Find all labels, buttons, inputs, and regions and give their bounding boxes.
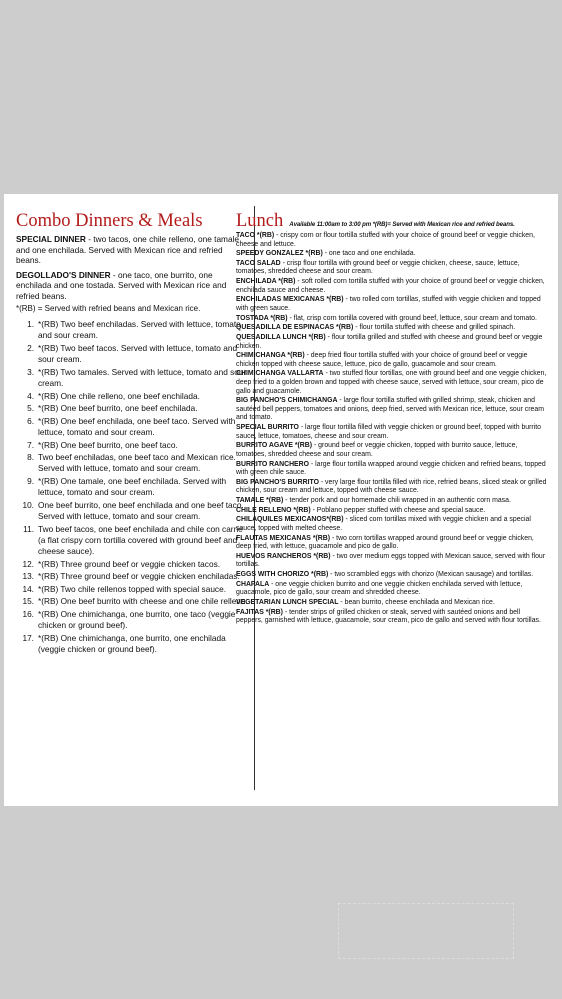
lunch-item-name: CHILE RELLENO *(RB) (236, 506, 311, 514)
lunch-item-name: SPEEDY GONZALEZ *(RB) (236, 250, 323, 258)
lunch-item-desc: - soft rolled corn tortilla stuffed with your choice of ground beef or veggie chicken, enchilada sauce and cheese. (236, 278, 545, 294)
combo-item-number: 14. (22, 583, 34, 594)
lunch-item-name: BURRITO AGAVE *(RB) (236, 442, 313, 450)
combo-list (16, 319, 248, 655)
lunch-item-desc: - flour tortilla grilled and stuffed with cheese and ground beef or veggie chicken. (236, 334, 543, 350)
rb-note: *(RB) = Served with refried beans and Mexican rice. (16, 303, 201, 313)
lunch-header (236, 211, 548, 231)
lunch-item-desc: - very large flour tortilla filled with rice, refried beans, sliced steak or grilled chicken, sour cream and lettuce, topped with cheese sauce. (236, 478, 547, 495)
lunch-item (236, 507, 548, 516)
lunch-item-name: CHILAQUILES MEXICANOS*(RB) (236, 516, 344, 524)
combo-item-number: 1. (27, 319, 34, 330)
combo-item (16, 559, 248, 570)
lunch-item (236, 553, 548, 570)
lunch-item-name: CHIMICHANGA VALLARTA (236, 370, 324, 378)
combo-item-text: *(RB) Three ground beef or veggie chicken tacos. (38, 558, 221, 569)
lunch-list (236, 232, 548, 626)
combo-item-text: *(RB) One beef burrito, one beef taco. (38, 439, 178, 450)
lunch-item-name: QUESADILLA LUNCH *(RB) (236, 334, 326, 341)
lunch-item-name: BIG PANCHO'S CHIMICHANGA (236, 397, 338, 405)
combo-item-number: 3. (27, 366, 34, 377)
lunch-item-desc: - Poblano pepper stuffed with cheese and special sauce. (310, 506, 486, 514)
lunch-item-name: TAMALE *(RB) (236, 496, 284, 504)
lunch-item-desc: - two scrambled eggs with chorizo (Mexican sausage) and tortillas. (328, 571, 534, 579)
combo-item-text: *(RB) Three ground beef or veggie chicken enchiladas. (38, 571, 240, 582)
lunch-item (236, 397, 548, 423)
lunch-item-name: CHAPALA (236, 580, 270, 588)
lunch-item (236, 278, 548, 295)
combo-item (16, 367, 248, 389)
combo-item-text: *(RB) One beef burrito with cheese and one chile relleno. (38, 596, 248, 607)
combo-item-number: 10. (22, 499, 34, 510)
combo-item (16, 571, 248, 582)
degollado-dinner-desc: - one taco, one burrito, one enchilada and one tostada. Served with Mexican rice and refried beans. (16, 269, 227, 301)
lunch-item-name: ENCHILADA *(RB) (236, 278, 296, 286)
lunch-item-name: HUEVOS RANCHEROS *(RB) (236, 552, 331, 560)
combo-item (16, 584, 248, 595)
combo-item-number: 12. (22, 558, 34, 569)
combo-item-text: One beef burrito, one beef enchilada and one beef taco. Served with lettuce, tomato and sour cream. (38, 499, 244, 521)
lunch-item-name: EGGS WITH CHORIZO *(RB) (236, 571, 329, 579)
lunch-item-desc: - crispy corn or flour tortilla stuffed with your choice of ground beef or veggie chicken, cheese and lettuce. (236, 232, 535, 248)
lunch-item-desc: - deep fried flour tortilla stuffed with your choice of ground beef or veggie chicken topped with cheese sauce, lettuce, pico de gallo, guacamole and sour cream. (236, 352, 528, 368)
combo-item-text: *(RB) Two tamales. Served with lettuce, tomato and sour cream. (38, 366, 247, 388)
combo-item (16, 403, 248, 414)
combo-item-text: *(RB) One chimichanga, one burrito, one taco (veggie chicken or ground beef). (38, 608, 236, 631)
lunch-item-desc: - large flour tortilla wrapped around veggie chicken and refried beans, topped with green chile sauce. (236, 460, 546, 477)
lunch-item-name: CHIMICHANGA *(RB) (236, 352, 305, 360)
lunch-item-name: TACO *(RB) (236, 232, 275, 239)
combo-item-number: 15. (22, 596, 34, 607)
combo-item-number: 16. (22, 608, 34, 619)
combo-item (16, 524, 248, 558)
lunch-item-desc: - one taco and one enchilada. (322, 250, 416, 258)
lunch-item (236, 424, 548, 441)
lunch-item (236, 260, 548, 277)
lunch-availability: Available 11:00am to 3:00 pm *(RB)= Served with Mexican rice and refried beans. (289, 221, 515, 228)
combo-item-text: *(RB) One chimichanga, one burrito, one enchilada (veggie chicken or ground beef). (38, 632, 226, 654)
lunch-item (236, 442, 548, 459)
combo-item-text: *(RB) Two beef tacos. Served with lettuce, tomato and sour cream. (38, 342, 238, 365)
lunch-item (236, 232, 548, 249)
lunch-item-desc: - two corn tortillas wrapped around ground beef or veggie chicken, deep fried, with lettuce, guacamole and pico de gallo. (236, 534, 534, 551)
lunch-item (236, 461, 548, 478)
combo-item (16, 596, 248, 607)
lunch-item-desc: - two stuffed flour tortillas, one with ground beef and one veggie chicken, deep fried to a golden brown and topped with cheese sauce, served with lettuce, sour cream, pico de gallo and guacamole. (236, 370, 547, 395)
combo-item-text: *(RB) Two beef enchiladas. Served with lettuce, tomato and sour cream. (38, 319, 241, 341)
combo-item-number: 5. (27, 403, 34, 414)
lunch-item (236, 479, 548, 496)
combo-item-text: *(RB) Two chile rellenos topped with special sauce. (38, 583, 227, 594)
lunch-item-desc: - flat, crisp corn tortilla covered with ground beef, lettuce, sour cream and tomato. (287, 314, 537, 322)
lunch-item (236, 535, 548, 552)
lunch-item (236, 609, 548, 626)
lunch-item-name: VEGETARIAN LUNCH SPECIAL (236, 598, 339, 606)
special-dinner-name: SPECIAL DINNER (16, 234, 86, 244)
lunch-item-desc: - bean burrito, cheese enchilada and Mexican rice. (338, 598, 495, 606)
combo-item-text: *(RB) One beef burrito, one beef enchilada. (38, 403, 198, 414)
special-dinner (16, 234, 248, 266)
lunch-item (236, 571, 548, 580)
lunch-item-desc: - tender pork and our homemade chili wrapped in an authentic corn masa. (283, 496, 511, 504)
lunch-item-name: ENCHILADAS MEXICANAS *(RB) (236, 296, 344, 304)
combo-item (16, 440, 248, 451)
watermark (338, 903, 514, 959)
combo-item-text: *(RB) One tamale, one beef enchilada. Served with lettuce, tomato and sour cream. (38, 475, 227, 498)
lunch-item (236, 599, 548, 608)
lunch-item-desc: - large flour tortilla stuffed with grilled shrimp, steak, chicken and sautéed bell peppers, tomatoes and onions, deep fried, served with Mexican rice, lettuce, sour cream and tomato. (236, 397, 544, 422)
combo-title: Combo Dinners & Meals (16, 211, 203, 231)
lunch-item-name: QUESADILLA DE ESPINACAS *(RB) (236, 324, 354, 332)
lunch-item-desc: - sliced corn tortillas mixed with veggie chicken and a special sauce, topped with melted cheese. (236, 516, 531, 532)
lunch-section (236, 211, 548, 627)
lunch-item (236, 296, 548, 313)
combo-item (16, 452, 248, 474)
combo-item (16, 500, 248, 522)
lunch-item-desc: - crisp flour tortilla with ground beef or veggie chicken, cheese, sauce, lettuce, tomatoes, shredded cheese and sour cream. (236, 259, 520, 276)
lunch-item-name: TACO SALAD (236, 259, 281, 267)
combo-item (16, 391, 248, 402)
combo-item-number: 13. (22, 571, 34, 582)
lunch-item (236, 370, 548, 396)
lunch-item-desc: - tender strips of grilled chicken or steak, served with sautéed onions and bell peppers, garnished with lettuce, guacamole, sour cream, pico de gallo and served with flour tortillas. (236, 608, 541, 625)
lunch-item (236, 334, 548, 351)
lunch-item-desc: - one veggie chicken burrito and one veggie chicken enchilada served with lettuce, guacamole, pico de gallo, sour cream and shredded cheese. (236, 580, 523, 597)
combo-item-number: 6. (27, 415, 34, 426)
lunch-item-name: BURRITO RANCHERO (236, 460, 309, 468)
combo-item (16, 343, 248, 365)
special-dinner-desc: - two tacos, one chile relleno, one tamale and one enchilada. Served with Mexican rice and refried beans. (16, 234, 240, 266)
combo-item (16, 609, 248, 631)
combo-item (16, 319, 248, 341)
combo-item-text: *(RB) One beef enchilada, one beef taco. Served with lettuce, tomato and sour cream. (38, 415, 236, 437)
lunch-item-name: FAJITAS *(RB) (236, 608, 283, 616)
combo-item-number: 2. (27, 342, 34, 353)
degollado-dinner-name: DEGOLLADO'S DINNER (16, 269, 111, 280)
lunch-item (236, 315, 548, 324)
lunch-item (236, 250, 548, 259)
combo-item (16, 476, 248, 498)
combo-item-number: 9. (27, 475, 34, 486)
lunch-item-desc: - flour tortilla stuffed with cheese and grilled spinach. (353, 324, 516, 332)
lunch-item-desc: - ground beef or veggie chicken, topped with burrito sauce, lettuce, tomatoes, shredded cheese and sour cream. (236, 442, 518, 458)
lunch-item-name: TOSTADA *(RB) (236, 314, 288, 322)
combo-section (16, 211, 248, 656)
lunch-item (236, 497, 548, 506)
lunch-item (236, 581, 548, 598)
degollado-dinner (16, 270, 248, 302)
lunch-item (236, 324, 548, 333)
lunch-item-name: FLAUTAS MEXICANAS *(RB) (236, 534, 331, 542)
lunch-item-desc: - two over medium eggs topped with Mexican sauce, served with flour tortillas. (236, 552, 546, 569)
lunch-item-name: BIG PANCHO'S BURRITO (236, 478, 319, 486)
combo-item (16, 633, 248, 655)
lunch-item-desc: - two rolled corn tortillas, stuffed with veggie chicken and topped with green sauce. (236, 296, 541, 312)
combo-item (16, 416, 248, 438)
lunch-title: Lunch (236, 211, 284, 231)
lunch-item-name: SPECIAL BURRITO (236, 424, 299, 432)
combo-item-text: *(RB) One chile relleno, one beef enchilada. (38, 390, 200, 401)
combo-item-number: 4. (27, 390, 34, 401)
lunch-item (236, 516, 548, 533)
combo-item-number: 7. (27, 439, 34, 450)
lunch-item (236, 352, 548, 369)
combo-item-text: Two beef enchiladas, one beef taco and Mexican rice. Served with lettuce, tomato and sour cream. (38, 452, 236, 474)
combo-item-text: Two beef tacos, one beef enchilada and chile con carne (a flat crispy corn tortilla covered with ground beef and cheese sauce). (38, 523, 243, 556)
combo-item-number: 17. (22, 632, 34, 643)
lunch-item-desc: - large flour tortilla filled with veggie chicken or ground beef, topped with burrito sauce, lettuce, tomatoes, cheese and sour cream. (236, 424, 541, 440)
combo-item-number: 8. (27, 452, 34, 463)
combo-item-number: 11. (23, 523, 34, 534)
